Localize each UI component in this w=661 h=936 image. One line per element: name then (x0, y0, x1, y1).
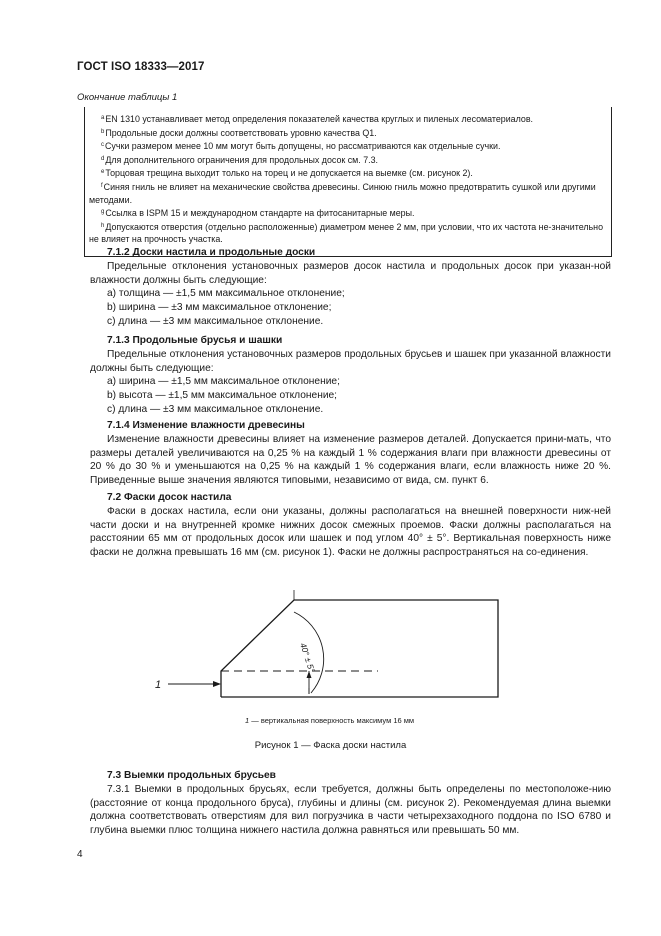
paragraph: Предельные отклонения установочных размеров досок настила и продольных досок при указан-ной влажности должны быть следующие: (90, 260, 611, 286)
footnote-f (89, 180, 607, 206)
footnote-text: EN 1310 устанавливает метод определения показателей качества круглых и пиленых лесоматериалов. (105, 114, 534, 124)
footnote-e (89, 166, 607, 180)
footnote-text: Для дополнительного ограничения для продольных досок см. 7.3. (105, 154, 379, 165)
footnote-text: Допускаются отверстия (отдельно расположенные) диаметром менее 2 мм, при условии, что их частота не-значительно не влияет на прочность участка. (89, 221, 604, 245)
footnote-c (89, 139, 607, 153)
footnote-text: Сучки размером менее 10 мм могут быть допущены, но рассматриваются как отдельные сучки. (105, 141, 501, 152)
footnote-b (89, 126, 607, 140)
table-footnotes (84, 107, 612, 257)
paragraph: Предельные отклонения установочных размеров продольных брусьев и шашек при указанной влажности должны быть следующие: (90, 348, 611, 374)
callout-number: 1 (155, 679, 162, 691)
list-item: c) длина — ±3 мм максимальное отклонение. (107, 315, 324, 327)
footnote-h (89, 220, 607, 246)
list-item: a) толщина — ±1,5 мм максимальное отклонение; (107, 288, 345, 300)
key-text: — вертикальная поверхность максимум 16 мм (251, 716, 415, 725)
list-item: a) ширина — ±1,5 мм максимальное отклонение; (107, 376, 340, 388)
paragraph: 7.3.1 Выемки в продольных брусьях, если требуется, должны быть определены по местоположе-нию (расстояние от конца продольного бруса), глубины и длины (см. рисунок 2). Рекомендуемая длина выемки должна соответствовать отверстиям для вил погрузчика в части четырехзаходного поддона по ISO 6780 и глубина выемки плюс толщина нижнего настила должна равняться или превышать 50 мм. (90, 783, 611, 837)
page-number: 4 (77, 849, 83, 860)
footnote-mark: d (101, 155, 105, 162)
paragraph: Изменение влажности древесины влияет на изменение размеров деталей. Допускается прини-мать, что размеры деталей увеличиваются на 0,25 % на каждый 1 % содержания влаги при влажности древесины от 20 % до 30 % и уменьшаются на 0,25 % на каждый 1 % содержания влаги, если влажность ниже 20 %. Приведенные выше значения являются типовыми, независимо от вида, см. пункт 6. (90, 433, 611, 487)
footnote-d (89, 153, 607, 167)
list-item: b) ширина — ±3 мм максимальное отклонение; (107, 302, 332, 314)
board-outline (221, 600, 498, 697)
section-heading: 7.3 Выемки продольных брусьев (107, 770, 276, 781)
chamfer-diagram (150, 590, 520, 720)
paragraph: Фаски в досках настила, если они указаны, должны располагаться на внешней поверхности ниж-ней части доски и на внутренней кромке нижних досок смежных проемов. Фаски должны располагаться на расстоянии 65 мм от продольных досок или шашек и под углом 40° ± 5°. Вертикальная поверхность ниже фаски не должна превышать 16 мм (см. рисунок 1). Фаски не должны распространяться на со-единения. (90, 505, 611, 559)
footnote-text: Ссылка в ISPM 15 и международном стандарте на фитосанитарные меры. (105, 208, 415, 219)
section-heading: 7.1.3 Продольные брусья и шашки (107, 335, 283, 346)
footnote-mark: a (101, 115, 105, 121)
footnote-g (89, 206, 607, 220)
section-7-3 (90, 769, 611, 838)
figure-caption: Рисунок 1 — Фаска доски настила (254, 740, 407, 751)
key-number: 1 (245, 716, 250, 725)
section-7-2 (90, 491, 611, 560)
footnote-mark: g (101, 209, 105, 216)
list-item: b) высота — ±1,5 мм максимальное отклонение; (107, 390, 338, 402)
footnote-mark: e (101, 169, 105, 176)
figure-key (245, 716, 414, 725)
document-header: ГОСТ ISO 18333—2017 (77, 61, 205, 73)
section-7-1-3 (90, 334, 611, 417)
footnote-mark: b (101, 128, 105, 135)
footnote-mark: c (101, 142, 104, 149)
section-7-1-4 (90, 419, 611, 488)
footnote-text: Продольные доски должны соответствовать уровню качества Q1. (105, 127, 377, 138)
footnote-text: Торцовая трещина выходит только на торец и не допускается на выемке (см. рисунок 2). (105, 168, 473, 179)
table-continuation-caption: Окончание таблицы 1 (77, 92, 178, 103)
section-heading: 7.2 Фаски досок настила (107, 492, 232, 503)
footnote-mark: f (101, 182, 103, 189)
footnote-a (89, 112, 607, 126)
callout-arrowhead (213, 681, 221, 687)
section-heading: 7.1.4 Изменение влажности древесины (107, 420, 305, 431)
section-heading: 7.1.2 Доски настила и продольные доски (107, 247, 316, 258)
section-7-1-2 (90, 246, 611, 329)
list-item: c) длина — ±3 мм максимальное отклонение. (107, 403, 324, 415)
footnote-text: Синяя гниль не влияет на механические свойства древесины. Синюю гниль можно предотвратить сушкой или другими методами. (89, 181, 596, 205)
footnote-mark: h (101, 222, 105, 229)
angle-label: 40° ± 5° (298, 641, 317, 674)
